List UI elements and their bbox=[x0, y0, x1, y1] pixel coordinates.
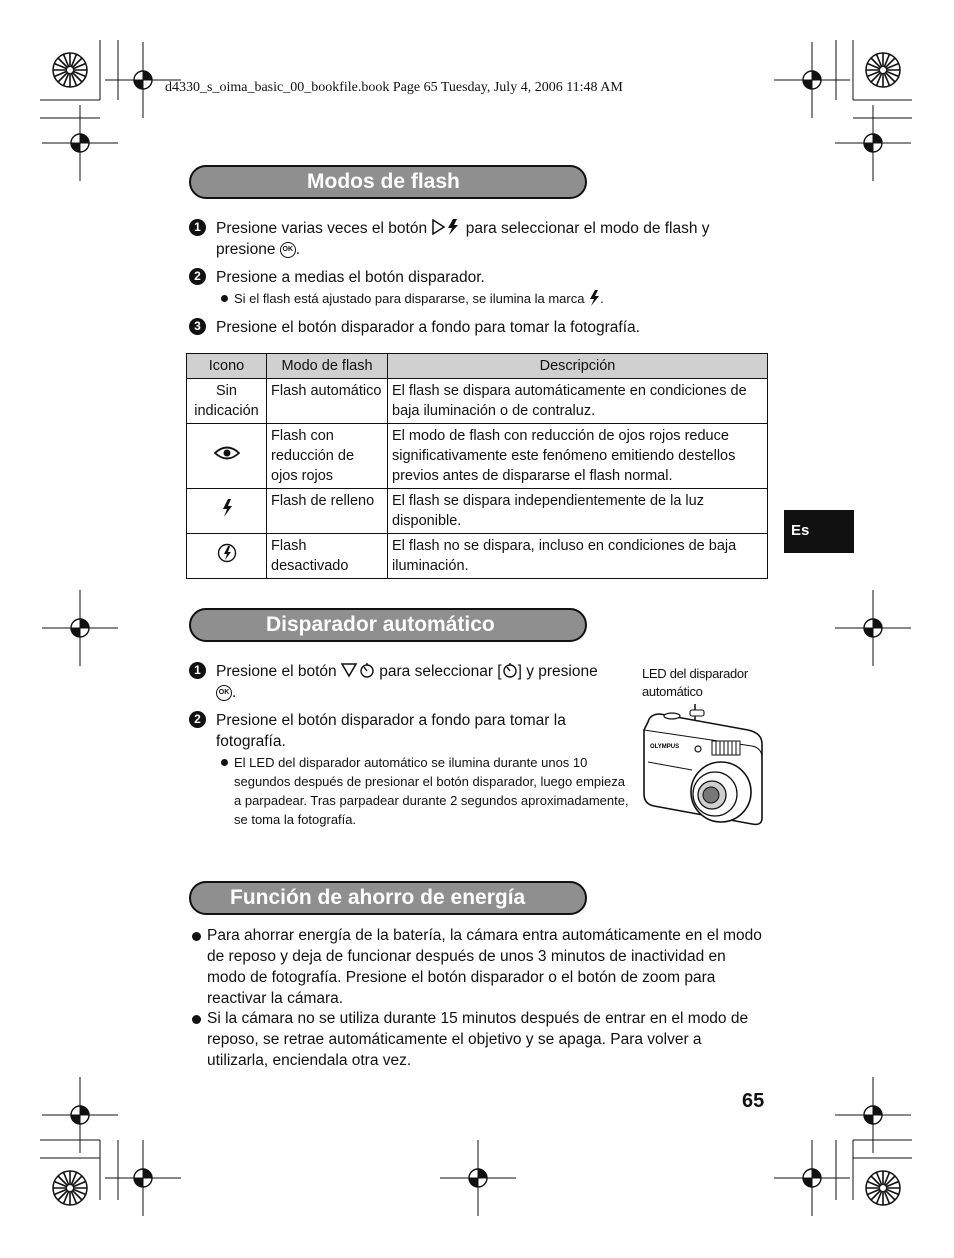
ok-button-icon: OK bbox=[280, 242, 296, 258]
ok-button-icon: OK bbox=[216, 685, 232, 701]
section-title-flash: Modos de flash bbox=[307, 170, 460, 193]
self-timer-step-1-text-a: Presione el botón bbox=[216, 663, 337, 680]
flash-step-1-text-a: Presione varias veces el botón bbox=[216, 220, 428, 237]
flash-icon bbox=[221, 499, 233, 517]
table-cell-description: El flash se dispara automáticamente en condiciones de baja iluminación o de contraluz. bbox=[388, 379, 768, 424]
flash-off-icon bbox=[217, 543, 237, 563]
down-timer-button-icon bbox=[341, 663, 375, 680]
camera-led-label: LED del disparador automático bbox=[642, 666, 748, 699]
flash-step-2: Presione a medias el botón disparador. bbox=[216, 269, 485, 286]
red-eye-icon bbox=[214, 445, 240, 461]
table-row bbox=[187, 534, 768, 579]
section-title-power-save: Función de ahorro de energía bbox=[230, 886, 526, 909]
self-timer-bullet: El LED del disparador automático se ilumina durante unos 10 segundos después de presionar el botón disparador, luego empieza a parpadear. Tras parpadear durante 2 segundos aproximadamente, se toma la fotografía. bbox=[234, 755, 629, 827]
section-title-self-timer: Disparador automático bbox=[266, 613, 495, 636]
self-timer-step-1-text-b: para seleccionar [ bbox=[379, 663, 502, 680]
flash-step-1: Presione varias veces el botón para seleccionar el modo de flash y presione OK . bbox=[216, 220, 710, 258]
self-timer-step-2-text-b: fotografía. bbox=[216, 733, 286, 750]
power-save-bullet-2: Si la cámara no se utiliza durante 15 minutos después de entrar en el modo de reposo, se retrae automáticamente el objetivo y se apaga. Para volver a utilizarla, enciendala otra vez. bbox=[207, 1010, 749, 1069]
language-tab bbox=[784, 510, 854, 553]
flash-step-1-text-c: presione bbox=[216, 241, 276, 258]
step-number-2: 2 bbox=[189, 268, 206, 285]
power-save-bullet-1: Para ahorrar energía de la batería, la cámara entra automáticamente en el modo de reposo y deja de funcionar después de unos 3 minutos de inactividad en modo de fotografía. Presione el botón disparador o el botón de zoom para reactivar la cámara. bbox=[207, 927, 762, 1007]
self-timer-step-1-text-c: ] y presione bbox=[517, 663, 598, 680]
table-header-icon: Icono bbox=[187, 354, 267, 379]
flash-step-2-bullet-text: Si el flash está ajustado para dispararse, se ilumina la marca bbox=[234, 291, 585, 306]
table-cell-icon: Sin indicación bbox=[187, 379, 267, 424]
flash-step-1-text-b: para seleccionar el modo de flash y bbox=[465, 220, 710, 237]
section-bar-power-save bbox=[189, 881, 587, 915]
table-cell-mode: Flash con reducción de ojos rojos bbox=[267, 424, 388, 489]
table-cell-description: El flash se dispara independientemente de la luz disponible. bbox=[388, 489, 768, 534]
language-tab-label: Es bbox=[791, 522, 810, 539]
section-bar-self-timer bbox=[189, 608, 587, 642]
bullet-dot bbox=[221, 759, 228, 766]
table-row bbox=[187, 489, 768, 534]
table-row bbox=[187, 379, 768, 424]
self-timer-icon bbox=[502, 663, 518, 680]
table-header-mode: Modo de flash bbox=[267, 354, 388, 379]
camera-illustration bbox=[640, 700, 768, 828]
table-row bbox=[187, 424, 768, 489]
right-flash-button-icon bbox=[431, 220, 461, 237]
table-cell-mode: Flash desactivado bbox=[267, 534, 388, 579]
table-cell-mode: Flash de relleno bbox=[267, 489, 388, 534]
self-timer-step-1: Presione el botón para seleccionar [ ] y presione OK . bbox=[216, 663, 598, 701]
table-cell-icon bbox=[187, 534, 267, 579]
bullet-dot bbox=[221, 295, 228, 302]
self-timer-step-2 bbox=[216, 710, 626, 752]
flash-step-2-bullet: Si el flash está ajustado para dispararse, se ilumina la marca . bbox=[234, 291, 604, 306]
step-number-3: 3 bbox=[189, 318, 206, 335]
step-number-1: 1 bbox=[189, 662, 206, 679]
section-bar-flash bbox=[189, 165, 587, 199]
table-cell-mode: Flash automático bbox=[267, 379, 388, 424]
table-cell-description: El modo de flash con reducción de ojos rojos reduce significativamente este fenómeno emitiendo destellos previos antes de dispararse el flash normal. bbox=[388, 424, 768, 489]
self-timer-step-2-text-a: Presione el botón disparador a fondo para tomar la bbox=[216, 712, 566, 729]
table-header-description: Descripción bbox=[388, 354, 768, 379]
table-cell-description: El flash no se dispara, incluso en condiciones de baja iluminación. bbox=[388, 534, 768, 579]
file-header: d4330_s_oima_basic_00_bookfile.book Page 65 Tuesday, July 4, 2006 11:48 AM bbox=[165, 80, 623, 95]
table-cell-icon bbox=[187, 489, 267, 534]
step-number-1: 1 bbox=[189, 219, 206, 236]
flash-mode-table bbox=[186, 353, 768, 579]
bullet-dot bbox=[192, 932, 201, 941]
camera-brand-text: OLYMPUS bbox=[650, 744, 680, 750]
page-number: 65 bbox=[742, 1090, 765, 1112]
flash-step-3: Presione el botón disparador a fondo para tomar la fotografía. bbox=[216, 319, 640, 336]
flash-mark-icon bbox=[588, 291, 600, 306]
step-number-2: 2 bbox=[189, 711, 206, 728]
table-cell-icon bbox=[187, 424, 267, 489]
table-header-row bbox=[187, 354, 768, 379]
bullet-dot bbox=[192, 1015, 201, 1024]
